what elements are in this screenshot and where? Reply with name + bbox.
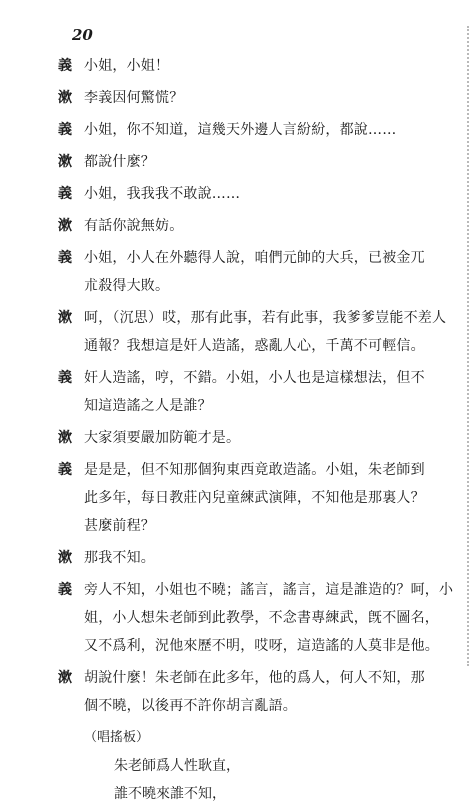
speaker-label: 漱 [58, 90, 72, 106]
dialogue-continuation [58, 696, 463, 728]
dialogue-line [58, 248, 463, 276]
speaker-label: 漱 [58, 670, 72, 686]
dialogue-text-continued: 個不曉，以後再不許你胡言亂語。 [84, 698, 297, 714]
speaker-label: 義 [58, 122, 72, 138]
speaker-label: 漱 [58, 310, 72, 326]
dialogue-continuation [58, 336, 463, 368]
verse-text: 朱老師爲人性耿直， [114, 758, 240, 774]
dialogue-text: 是是是，但不知那個狗東西竟敢造謠。小姐，朱老師到 [84, 462, 425, 478]
dialogue-line [58, 460, 463, 488]
dialogue-text-continued: 姐，小人想朱老師到此教學，不念書專練武，旣不圖名， [84, 610, 439, 626]
dialogue-text: 有話你說無妨。 [84, 218, 184, 234]
dialogue-line [58, 580, 463, 608]
dialogue-line [58, 216, 463, 248]
dialogue-continuation [58, 276, 463, 308]
dialogue-line [58, 428, 463, 460]
dialogue-text: 呵，（沉思）哎，那有此事，若有此事，我爹爹豈能不差人 [84, 310, 447, 326]
dialogue-text: 李義因何驚慌？ [84, 90, 184, 106]
dialogue-line [58, 308, 463, 336]
dialogue-text: 小姐，你不知道，這幾天外邊人言紛紛，都說…… [84, 122, 397, 138]
dialogue-text: 胡說什麼！朱老師在此多年，他的爲人，何人不知，那 [84, 670, 425, 686]
speaker-label: 漱 [58, 154, 72, 170]
dialogue-text: 小姐，我我我不敢說…… [84, 186, 241, 202]
dialogue-text: 小姐，小人在外聽得人說，咱們元帥的大兵，已被金兀 [84, 250, 425, 266]
stage-direction-line [58, 728, 463, 756]
dialogue-line [58, 548, 463, 580]
dialogue-continuation [58, 488, 463, 516]
verse-text: 誰不曉來誰不知， [114, 786, 226, 802]
dialogue-text-continued: 此多年，每日教莊內兒童練武演陣，不知他是那裏人？ [84, 490, 425, 506]
dialogue-line [58, 668, 463, 696]
dialogue-continuation [58, 396, 463, 428]
dialogue-continuation [58, 608, 463, 636]
dialogue-line [58, 88, 463, 120]
dialogue-text-continued: 朮殺得大敗。 [84, 278, 170, 294]
dialogue-line [58, 120, 463, 152]
dialogue-text: 那我不知。 [84, 550, 155, 566]
stage-direction: （唱搖板） [84, 730, 150, 745]
speaker-label: 漱 [58, 430, 72, 446]
speaker-label: 漱 [58, 550, 72, 566]
dialogue-line [58, 152, 463, 184]
dialogue-text: 旁人不知，小姐也不曉；謠言，謠言，這是誰造的？呵，小 [84, 582, 454, 598]
dialogue-text: 小姐，小姐！ [84, 58, 170, 74]
speaker-label: 義 [58, 462, 72, 478]
dialogue-line [58, 56, 463, 88]
dialogue-continuation [58, 636, 463, 668]
dialogue-line [58, 184, 463, 216]
dialogue-text-continued: 知這造謠之人是誰？ [84, 398, 212, 414]
speaker-label: 義 [58, 370, 72, 386]
speaker-label: 義 [58, 186, 72, 202]
speaker-label: 漱 [58, 218, 72, 234]
speaker-label: 義 [58, 250, 72, 266]
verse-line [58, 756, 463, 784]
speaker-label: 義 [58, 58, 72, 74]
dialogue-continuation [58, 516, 463, 548]
script-body [58, 56, 463, 812]
dialogue-text-continued: 甚麼前程？ [84, 518, 155, 534]
dialogue-text: 奸人造謠，哼，不錯。小姐，小人也是這樣想法，但不 [84, 370, 425, 386]
dialogue-text: 大家須要嚴加防範才是。 [84, 430, 241, 446]
page-number: 20 [72, 26, 93, 44]
dialogue-line [58, 368, 463, 396]
speaker-label: 義 [58, 582, 72, 598]
dialogue-text-continued: 通報？我想這是奸人造謠，惑亂人心，千萬不可輕信。 [84, 338, 425, 354]
dialogue-text: 都說什麼？ [84, 154, 155, 170]
verse-line [58, 784, 463, 812]
dialogue-text-continued: 又不爲利，況他來歷不明，哎呀，這造謠的人莫非是他。 [84, 638, 439, 654]
